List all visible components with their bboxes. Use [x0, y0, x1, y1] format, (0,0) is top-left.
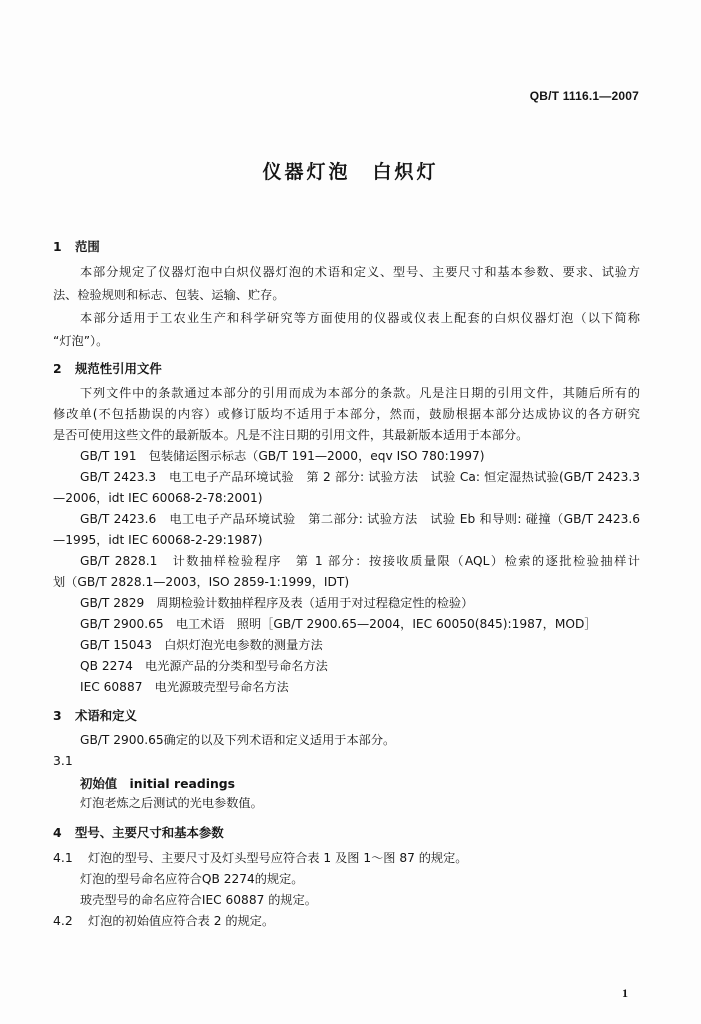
reference-item: GB/T 15043 白炽灯泡光电参数的测量方法	[80, 638, 323, 652]
paragraph-line: “灯泡”）。	[53, 334, 109, 348]
reference-item: QB 2274 电光源产品的分类和型号命名方法	[80, 659, 328, 673]
paragraph-line: GB/T 2900.65确定的以及下列术语和定义适用于本部分。	[80, 733, 396, 747]
paragraph-line: 灯泡的型号、主要尺寸及灯头型号应符合表 1 及图 1～图 87 的规定。	[88, 851, 468, 865]
paragraph-line: 玻壳型号的命名应符合IEC 60887 的规定。	[80, 893, 317, 907]
section-title: 型号、主要尺寸和基本参数	[75, 825, 224, 840]
paragraph-line: 下列文件中的条款通过本部分的引用而成为本部分的条款。凡是注日期的引用文件，其随后所有的	[80, 386, 640, 400]
section-number: 2	[53, 361, 62, 376]
reference-item: GB/T 2828.1 计数抽样检验程序 第 1 部分：按接收质量限（AQL）检索的逐批检验抽样计	[80, 554, 640, 568]
section-title: 规范性引用文件	[75, 361, 162, 376]
paragraph-line: 灯泡的初始值应符合表 2 的规定。	[88, 914, 275, 928]
subclause-number: 4.1	[53, 850, 73, 865]
section-number: 1	[53, 239, 62, 254]
term-heading: 初始值 initial readings	[80, 776, 236, 791]
subclause-number: 3.1	[53, 753, 73, 768]
reference-item-continued: —2006，idt IEC 60068-2-78:2001)	[53, 491, 263, 505]
paragraph-line: 是否可使用这些文件的最新版本。凡是不注日期的引用文件，其最新版本适用于本部分。	[53, 428, 529, 442]
section-4-heading	[53, 823, 224, 841]
page-number: 1	[622, 986, 628, 1000]
reference-item: GB/T 2423.6 电工电子产品环境试验 第二部分: 试验方法 试验 Eb 和导则: 碰撞（GB/T 2423.6	[80, 512, 640, 526]
reference-item: GB/T 2423.3 电工电子产品环境试验 第 2 部分: 试验方法 试验 Ca: 恒定湿热试验(GB/T 2423.3	[80, 470, 640, 484]
paragraph-line: 灯泡的型号命名应符合QB 2274的规定。	[80, 872, 304, 886]
section-title: 范围	[75, 239, 100, 254]
reference-item: GB/T 2829 周期检验计数抽样程序及表（适用于对过程稳定性的检验）	[80, 596, 474, 610]
reference-item: IEC 60887 电光源玻壳型号命名方法	[80, 680, 289, 694]
subclause-number: 4.2	[53, 913, 73, 928]
reference-item: GB/T 2900.65 电工术语 照明［GB/T 2900.65—2004，IEC 60050(845):1987，MOD］	[80, 617, 597, 631]
paragraph-line: 本部分适用于工农业生产和科学研究等方面使用的仪器或仪表上配套的白炽仪器灯泡（以下简称	[80, 311, 640, 325]
section-number: 3	[53, 708, 62, 723]
section-3-heading	[53, 706, 137, 724]
section-title: 术语和定义	[75, 708, 137, 723]
reference-item-continued: 划（GB/T 2828.1—2003，ISO 2859-1:1999，IDT)	[53, 575, 350, 589]
reference-item: GB/T 191 包装储运图示标志（GB/T 191—2000，eqv ISO 780:1997)	[80, 449, 485, 463]
section-1-heading	[53, 237, 100, 255]
term-definition: 灯泡老炼之后测试的光电参数值。	[80, 796, 263, 810]
paragraph-line: 法、检验规则和标志、包装、运输、贮存。	[53, 288, 285, 302]
reference-item-continued: —1995，idt IEC 60068-2-29:1987)	[53, 533, 263, 547]
section-2-heading	[53, 359, 162, 377]
document-title: 仪器灯泡 白炽灯	[262, 161, 439, 183]
section-number: 4	[53, 825, 62, 840]
standard-code: QB/T 1116.1—2007	[529, 89, 639, 103]
paragraph-line: 本部分规定了仪器灯泡中白炽仪器灯泡的术语和定义、型号、主要尺寸和基本参数、要求、试验方	[80, 265, 640, 279]
paragraph-line: 修改单(不包括勘误的内容）或修订版均不适用于本部分，然而，鼓励根据本部分达成协议的各方研究	[53, 407, 640, 421]
